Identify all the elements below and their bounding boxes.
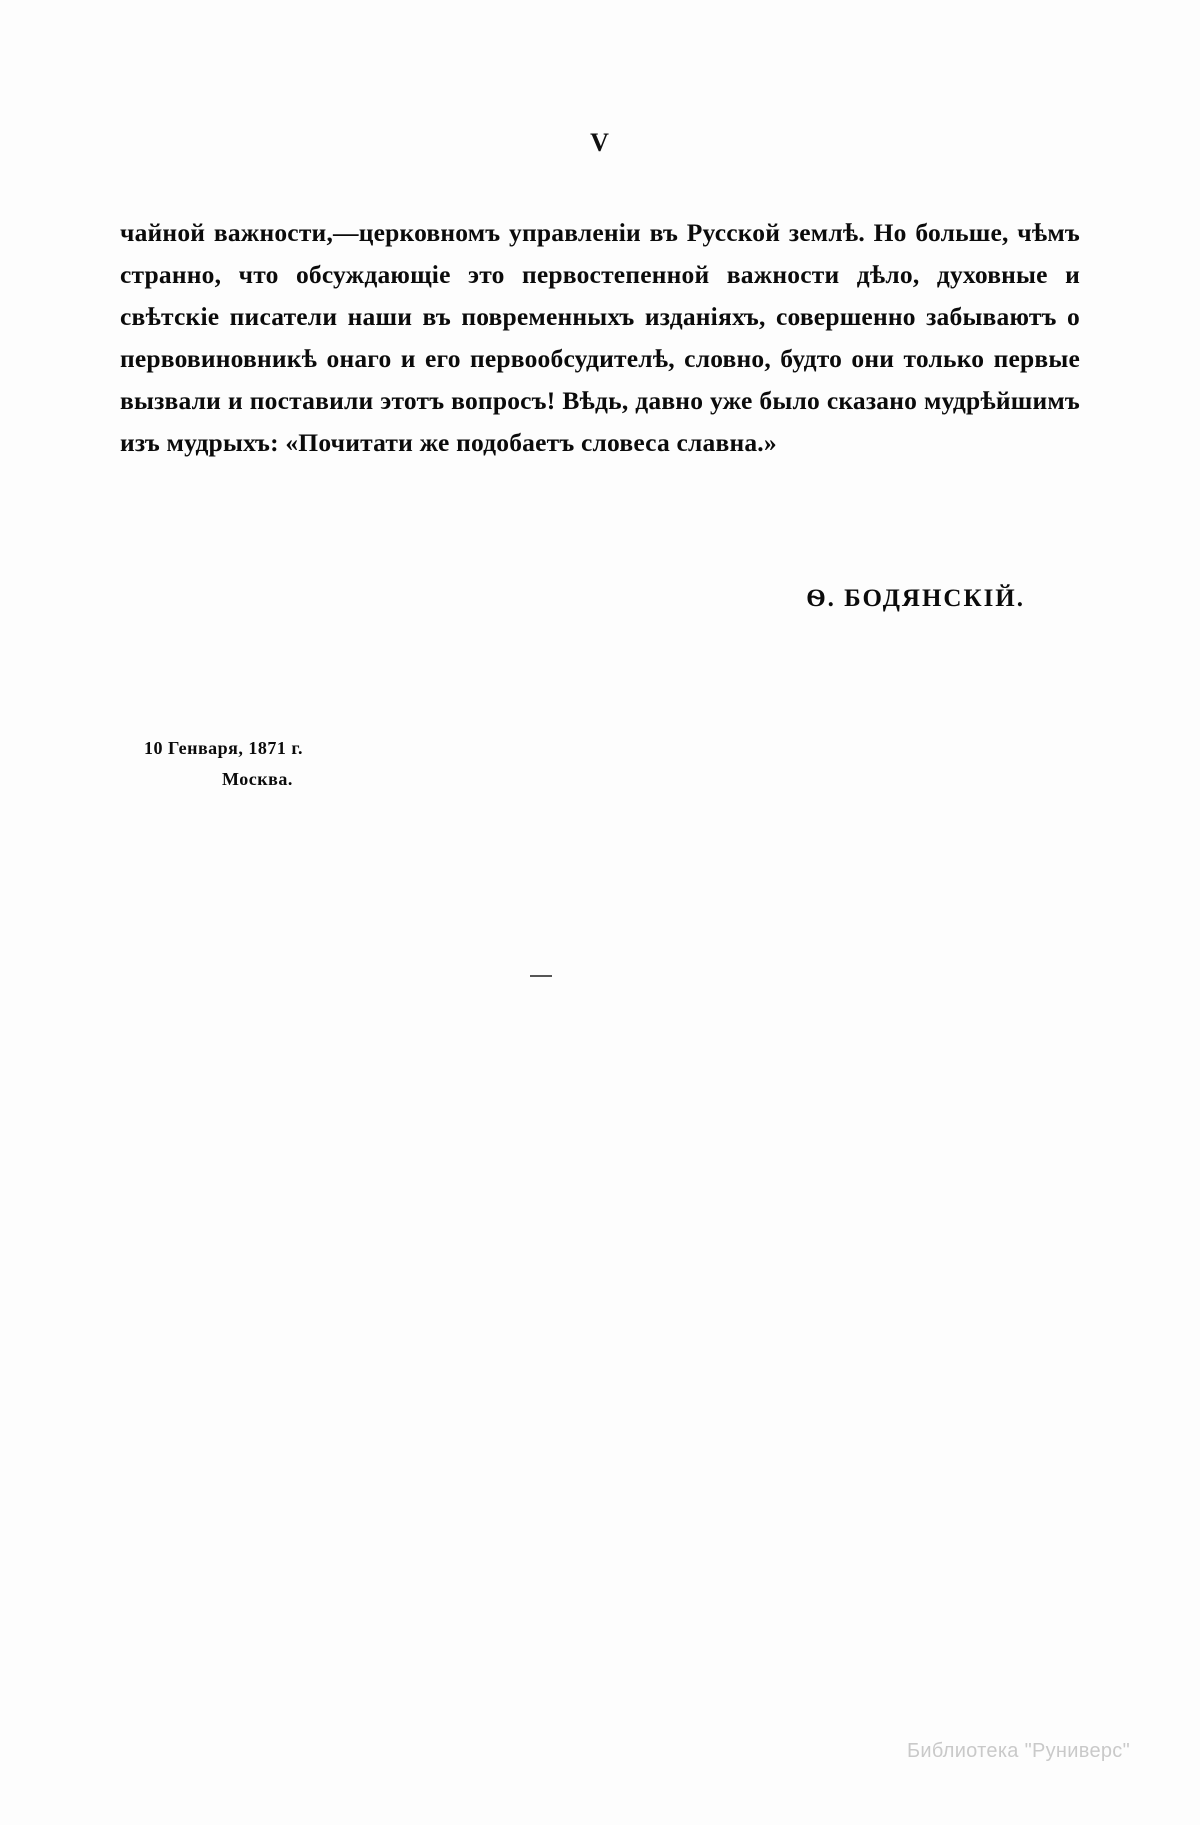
body-text-block bbox=[120, 212, 1080, 464]
paragraph: чайной важности,—церковномъ управленіи въ Русской землѣ. Но больше, чѣмъ странно, что обсуждающіе это первостепенной важности дѣло, духовные и свѣтскіе писатели наши въ повременныхъ изданіяхъ, совершенно забываютъ о первовиновникѣ онаго и его первообсудителѣ, словно, будто они только первые вызвали и поставили этотъ вопросъ! Вѣдь, давно уже было сказано мудрѣйшимъ изъ мудрыхъ: «Почитати же подобаетъ словеса славна.» bbox=[120, 218, 1080, 457]
section-divider-mark bbox=[530, 975, 552, 977]
colophon-date: 10 Генваря, 1871 г. bbox=[144, 738, 304, 758]
library-watermark: Библиотека "Руниверс" bbox=[906, 1740, 1130, 1762]
colophon-city: Москва. bbox=[222, 769, 293, 789]
page-number: V bbox=[590, 128, 610, 157]
author-signature: Ѳ. БОДЯНСКІЙ. bbox=[806, 585, 1025, 612]
colophon bbox=[144, 738, 303, 790]
